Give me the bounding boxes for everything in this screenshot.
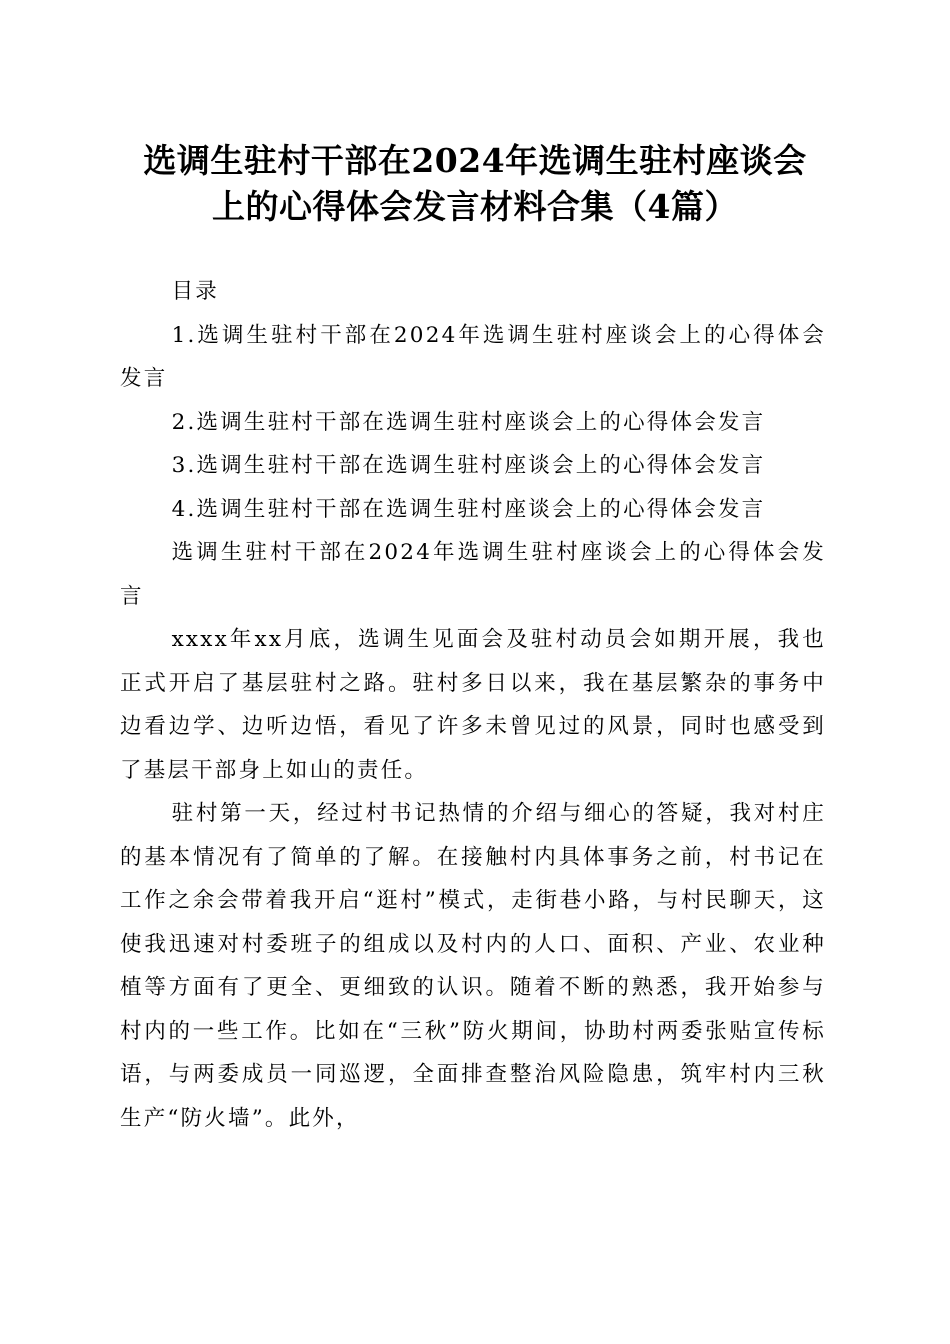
title-line-2: 上的心得体会发言材料合集（4篇） <box>212 187 738 226</box>
toc-item-3: 3.选调生驻村干部在选调生驻村座谈会上的心得体会发言 <box>171 453 766 478</box>
title-line-1: 选调生驻村干部在2024年选调生驻村座谈会 <box>143 141 807 180</box>
article-title: 选调生驻村干部在2024年选调生驻村座谈会上的心得体会发言 <box>120 540 826 609</box>
document-title <box>110 138 840 230</box>
toc-item-4: 4.选调生驻村干部在选调生驻村座谈会上的心得体会发言 <box>171 496 766 522</box>
toc-item-1: 1.选调生驻村干部在2024年选调生驻村座谈会上的心得体会发言 <box>120 322 826 391</box>
paragraph-2: 驻村第一天，经过村书记热情的介绍与细心的答疑，我对村庄的基本情况有了简单的了解。在接触村内具体事务之前，村书记在工作之余会带着我开启“逛村”模式，走街巷小路，与村民聊天，这使我迅速对村委班子的组成以及村内的人口、面积、产业、农业种植等方面有了更全、更细致的认识。随着不断的熟悉，我开始参与村内的一些工作。比如在“三秋”防火期间，协助村两委张贴宣传标语，与两委成员一同巡逻，全面排查整治风险隐患，筑牢村内三秋生产“防火墙”。此外， <box>120 801 826 1131</box>
document-body <box>120 270 826 1140</box>
toc-item-2: 2.选调生驻村干部在选调生驻村座谈会上的心得体会发言 <box>171 409 766 435</box>
paragraph-1: xxxx年xx月底，选调生见面会及驻村动员会如期开展，我也正式开启了基层驻村之路。驻村多日以来，我在基层繁杂的事务中边看边学、边听边悟，看见了许多未曾见过的风景，同时也感受到了基层干部身上如山的责任。 <box>120 627 826 783</box>
toc-heading: 目录 <box>171 279 219 304</box>
